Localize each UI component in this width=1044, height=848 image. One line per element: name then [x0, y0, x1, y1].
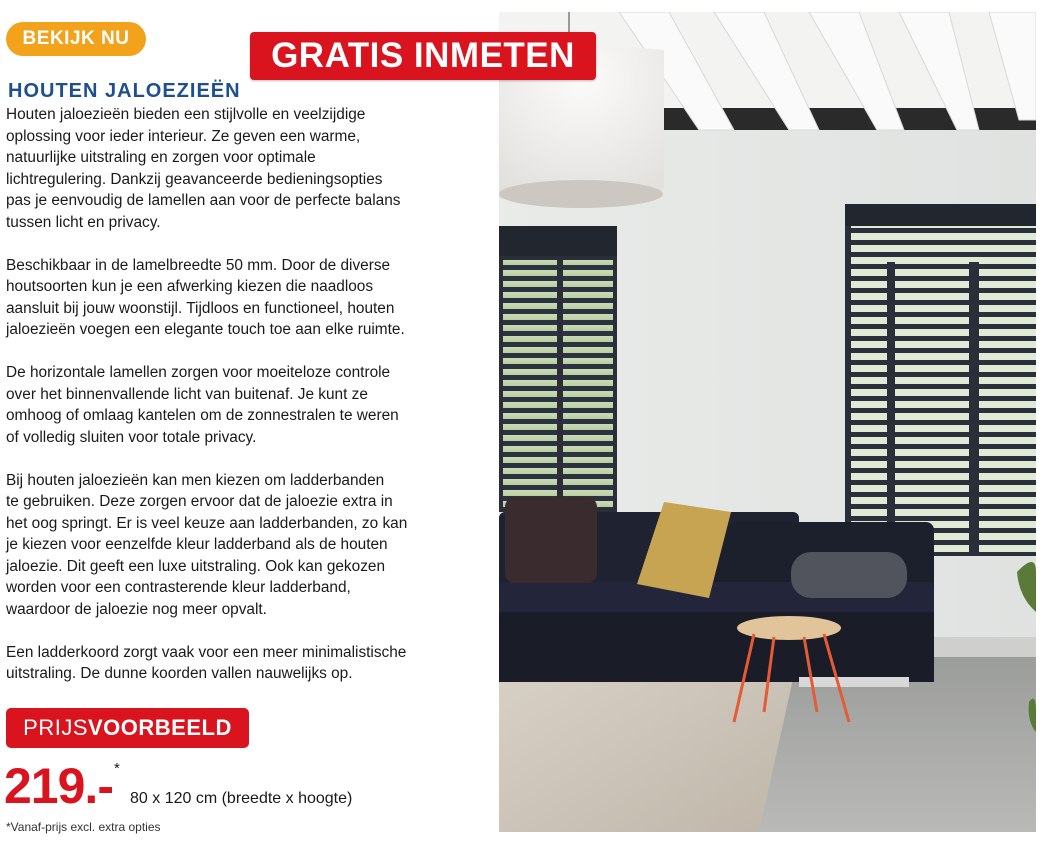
price-amount: 219.- — [4, 758, 113, 814]
price-dimensions: 80 x 120 cm (breedte x hoogte) — [130, 790, 353, 807]
bekijk-nu-button[interactable]: BEKIJK NU — [6, 22, 146, 56]
paragraph-1: Houten jaloezieën bieden een stijlvolle en veelzijdige oplossing voor ieder interieur. Ze geven een warme, natuurlijke uitstraling en zorgen voor optimale lichtregulering. Dankzij geavanceerde bedieningsopties pas je eenvoudig de lamellen aan voor de perfecte balans tussen licht en privacy. — [6, 106, 401, 231]
article-body — [6, 104, 492, 706]
paragraph-3: De horizontale lamellen zorgen voor moeiteloze controle over het binnenvallende licht van buitenaf. Je kunt ze omhoog of omlaag kantelen om de zonnestralen te weren of volledig sluiten voor totale privacy. — [6, 364, 399, 446]
price-label-light: PRIJS — [23, 715, 88, 740]
article-title: HOUTEN JALOEZIEËN — [8, 80, 241, 102]
price-asterisk: * — [114, 760, 120, 777]
gratis-inmeten-banner[interactable]: GRATIS INMETEN — [250, 32, 596, 80]
living-room-photo — [499, 12, 1036, 832]
paragraph-5: Een ladderkoord zorgt vaak voor een meer minimalistische uitstraling. De dunne koorden vallen nauwelijks op. — [6, 643, 407, 682]
paragraph-4: Bij houten jaloezieën kan men kiezen om ladderbanden te gebruiken. Deze zorgen ervoor dat de jaloezie extra in het oog springt. Er is veel keuze aan ladderbanden, zo kan je kiezen voor eenzelfde kleur ladderband als de houten jaloezie. Dit geeft een luxe uitstraling. Ook kan gekozen worden voor een contrasterende kleur ladderband, waardoor de jaloezie nog meer opvalt. — [6, 471, 408, 618]
price-footnote: *Vanaf-prijs excl. extra opties — [6, 820, 161, 834]
price-label-bold: VOORBEELD — [88, 715, 232, 740]
paragraph-2: Beschikbaar in de lamelbreedte 50 mm. Door de diverse houtsoorten kun je een afwerking kiezen die naadloos aansluit bij jouw woonstijl. Tijdloos en functioneel, houten jaloezieën voegen een elegante touch toe aan elke ruimte. — [6, 256, 405, 338]
prijsvoorbeeld-label — [6, 708, 249, 748]
